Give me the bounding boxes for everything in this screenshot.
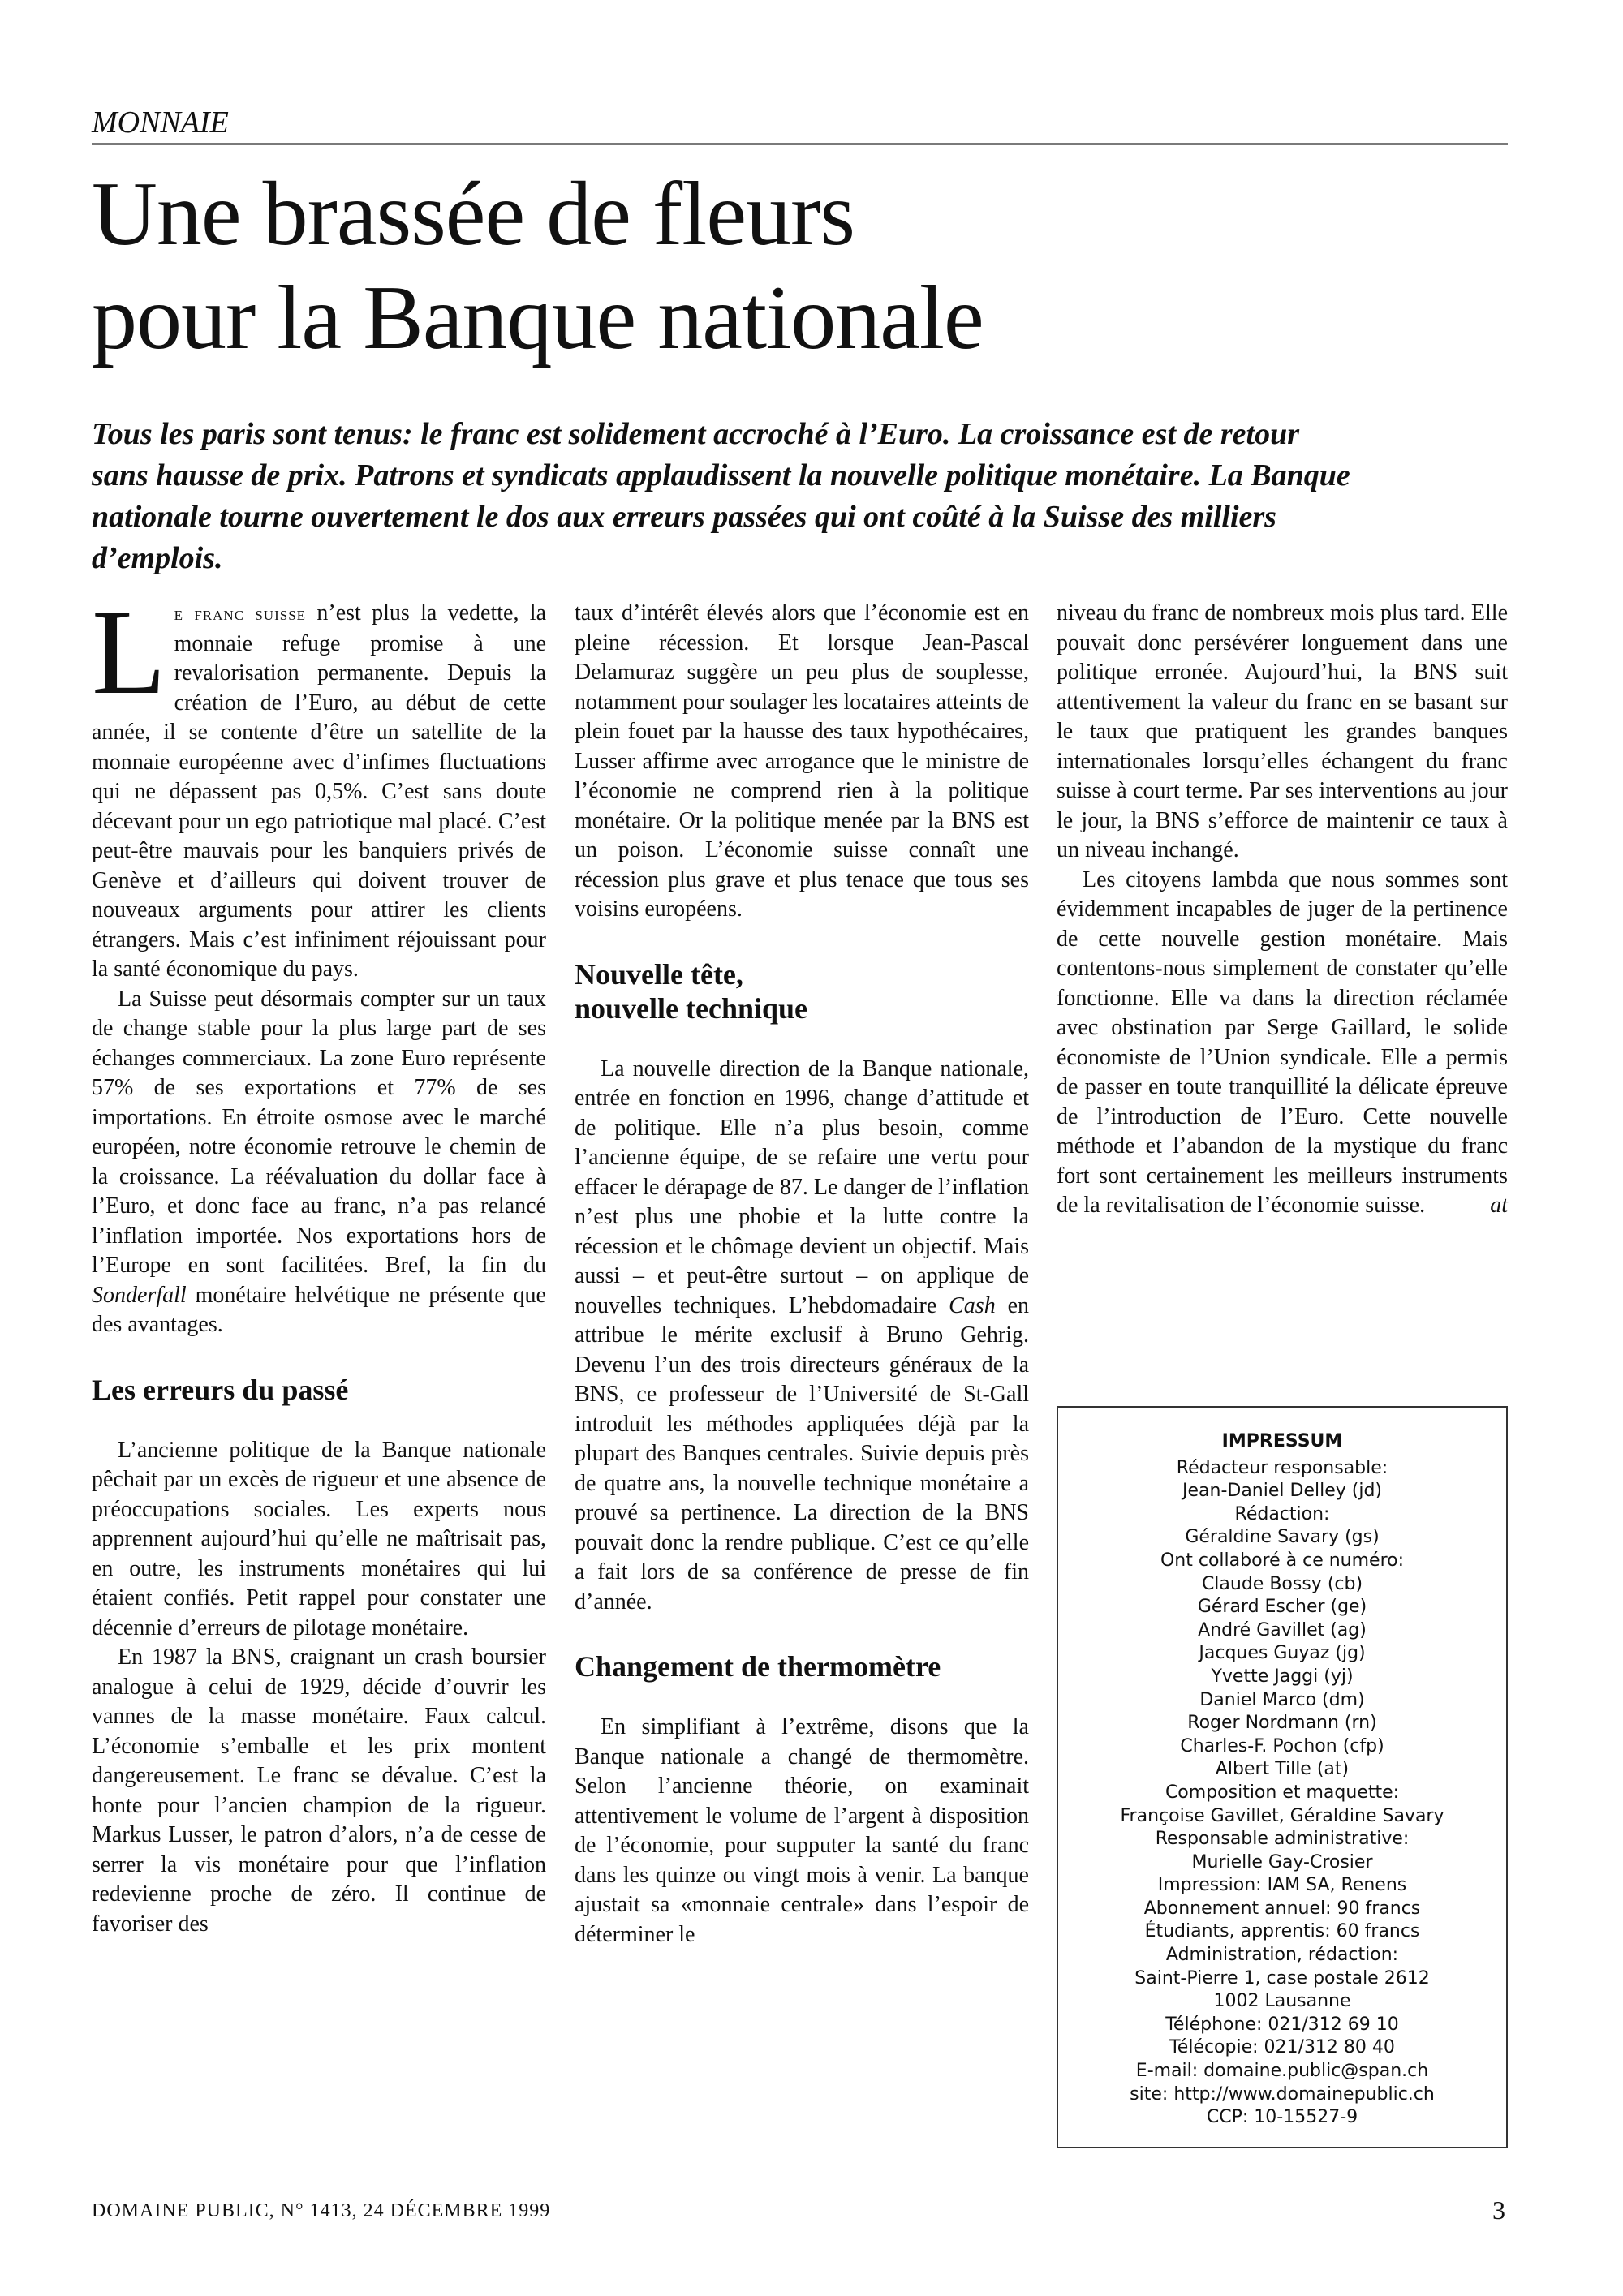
paragraph-text: Les citoyens lambda que nous sommes sont évidemment incapables de juger de la pertinence de cette nouvelle gestion monétaire. Mais contentons-nous simplement de constater qu’elle fonctionne. Elle va dans la direction réclamée avec obstination par Serge Gaillard, le solide économiste de l’Union syndicale. Elle a permis de passer en toute tranquillité la délicate épreuve de l’introduction de l’Euro. Cette nouvelle méthode et l’abandon de la mystique du franc fort sont certainement les meilleurs instruments de la revitalisation de l’économie suisse. — [1057, 866, 1508, 1218]
article-column-2 — [575, 599, 1029, 1950]
headline — [92, 162, 1471, 370]
paragraph: niveau du franc de nombreux mois plus tard. Elle pouvait donc persévérer longuement dans une politique erronée. Aujourd’hui, la BNS suit attentivement la valeur du franc en se basant sur le taux que pratiquent les grandes banques internationales lorsqu’elles échangent du franc suisse à court terme. Par ses interventions au jour le jour, la BNS s’efforce de maintenir ce taux à un niveau inchangé. — [1057, 600, 1508, 862]
impressum-line: Roger Nordmann (rn) — [1187, 1713, 1377, 1734]
paragraph: taux d’intérêt élevés alors que l’économie est en pleine récession. Et lorsque Jean-Pascal Delamuraz suggère un peu plus de souplesse, notamment pour soulager les locataires atteints de plein fouet par la hausse des taux hypothécaires, Lusser affirme avec arrogance que le ministre de l’économie ne comprend rien à la politique monétaire. Or la politique menée par la BNS est un poison. L’économie suisse connaît une récession plus grave et plus tenace que tous ses voisins européens. — [575, 600, 1029, 922]
impressum-line: Françoise Gavillet, Géraldine Savary — [1120, 1805, 1444, 1826]
subheading-thermometre: Changement de thermomètre — [575, 1650, 941, 1683]
footer-issue: DOMAINE PUBLIC, N° 1413, 24 DÉCEMBRE 1999 — [92, 2200, 551, 2221]
italic-term: Cash — [949, 1292, 996, 1318]
impressum-line: E-mail: domaine.public@span.ch — [1135, 2061, 1429, 2082]
impressum-box — [1057, 1406, 1508, 2148]
headline-line-1: Une brassée de fleurs — [92, 164, 855, 264]
subheading-line: nouvelle technique — [575, 991, 808, 1025]
headline-line-2: pour la Banque nationale — [92, 268, 984, 368]
impressum-line: Claude Bossy (cb) — [1201, 1573, 1363, 1594]
impressum-line: Jean-Daniel Delley (jd) — [1182, 1481, 1382, 1502]
impressum-line: Albert Tille (at) — [1215, 1759, 1350, 1780]
impressum-line: Jacques Guyaz (jg) — [1199, 1643, 1366, 1664]
paragraph-text: monétaire helvétique ne présente que des avantages. — [92, 1282, 546, 1337]
lead-smallcaps: e franc suisse — [174, 604, 307, 625]
impressum-line: Saint-Pierre 1, case postale 2612 — [1134, 1967, 1430, 1989]
impressum-line: site: http://www.domainepublic.ch — [1130, 2083, 1435, 2105]
drop-cap: L — [92, 585, 166, 720]
lede: Tous les paris sont tenus: le franc est solidement accroché à l’Euro. La croissance est de retour sans hausse de prix. Patrons et syndicats applaudissent la nouvelle politique monétaire. La Banque nationale tourne ouvertement le dos aux erreurs passées qui ont coûté à la Suisse des milliers d’emplois. — [92, 417, 1350, 575]
impressum-line: Ont collaboré à ce numéro: — [1160, 1550, 1405, 1571]
impressum-line: Géraldine Savary (gs) — [1185, 1527, 1380, 1548]
paragraph-text: n’est plus la vedette, la monnaie refuge promise à une revalorisation permanente. Depuis la création de l’Euro, au début de cette année, il se contente d’être un satellite de la monnaie européenne avec d’infimes fluctuations qui ne dépassent pas 0,5%. C’est sans doute décevant pour un ego patriotique mal placé. C’est peut-être mauvais pour les banquiers privés de Genève et d’ailleurs qui doivent trouver de nouveaux arguments pour attirer les clients étrangers. Mais c’est infiniment réjouissant pour la santé économique du pays. — [92, 600, 547, 982]
paragraph-text: en attribue le mérite exclusif à Bruno Gehrig. Devenu l’un des trois directeurs généraux de la BNS, ce professeur de l’Université de St-Gall introduit les méthodes appliquées déjà par la plupart des Banques centrales. Suivie depuis près de quatre ans, la nouvelle technique monétaire a prouvé sa pertinence. La direction de la BNS pouvait donc la rendre publique. C’est ce qu’elle a fait lors de sa conférence de presse de fin d’année. — [575, 1292, 1030, 1615]
paragraph: En 1987 la BNS, craignant un crash boursier analogue à celui de 1929, décide d’ouvrir les vannes de la masse monétaire. Faux calcul. L’économie s’emballe et les prix montent dangereusement. Le franc se dévalue. C’est la honte pour l’ancien champion de la rigueur. Markus Lusser, le patron d’alors, n’a de cesse de serrer la vis monétaire pour que l’inflation redevienne proche de zéro. Il continue de favoriser des — [92, 1645, 546, 1937]
impressum-line: Yvette Jaggi (yj) — [1211, 1666, 1354, 1687]
impressum-line: Téléphone: 021/312 69 10 — [1165, 2014, 1399, 2035]
italic-term: Sonderfall — [92, 1282, 187, 1308]
impressum-line: Gérard Escher (ge) — [1197, 1597, 1367, 1618]
impressum-line: 1002 Lausanne — [1213, 1991, 1351, 2012]
paragraph — [92, 985, 546, 1340]
impressum-line: Étudiants, apprentis: 60 francs — [1144, 1921, 1420, 1942]
impressum-line: Administration, rédaction: — [1165, 1945, 1399, 1966]
page-number: 3 — [1492, 2195, 1505, 2225]
impressum-line: André Gavillet (ag) — [1198, 1619, 1367, 1640]
impressum-title: IMPRESSUM — [1221, 1431, 1343, 1451]
impressum-line: Murielle Gay-Crosier — [1191, 1851, 1373, 1872]
article-column-1 — [92, 585, 547, 1939]
impressum-line: Rédaction: — [1234, 1503, 1330, 1524]
impressum-line: Rédacteur responsable: — [1176, 1457, 1388, 1478]
subheading-line: Nouvelle tête, — [575, 957, 743, 991]
impressum-line: Télécopie: 021/312 80 40 — [1169, 2037, 1395, 2058]
paragraph-text: La Suisse peut désormais compter sur un taux de change stable pour la plus large part de ses échanges commerciaux. La zone Euro représente 57% de ses exportations et 77% de ses importations. En étroite osmose avec le marché européen, notre économie retrouve le chemin de la croissance. La réévaluation du dollar face à l’Euro, et donc face au franc, n’a pas relancé l’inflation importée. Nos exportations hors de l’Europe en sont facilitées. Bref, la fin du — [92, 986, 546, 1278]
subheading-erreurs: Les erreurs du passé — [92, 1373, 349, 1406]
impressum-line: Charles-F. Pochon (cfp) — [1180, 1735, 1384, 1756]
paragraph: L’ancienne politique de la Banque nationale pêchait par un excès de rigueur et une absence de préoccupations sociales. Les experts nous apprennent aujourd’hui qu’elle ne maîtrisait pas, en outre, les instruments monétaires qui lui étaient confiés. Petit rappel pour constater une décennie d’erreurs de pilotage monétaire. — [92, 1437, 546, 1640]
impressum-line: Daniel Marco (dm) — [1199, 1689, 1365, 1710]
impressum-lines — [1058, 1457, 1506, 2130]
impressum-line: CCP: 10-15527-9 — [1206, 2107, 1358, 2128]
paragraph — [575, 1055, 1029, 1618]
paragraph: En simplifiant à l’extrême, disons que la Banque nationale a changé de thermomètre. Selon l’ancienne théorie, on examinait attentivement le volume de l’argent à disposition de l’économie, pour supputer la santé du franc dans les quinze ou vingt mois à venir. La banque ajustait sa «monnaie centrale» dans l’espoir de déterminer le — [575, 1714, 1029, 1947]
paragraph — [1057, 866, 1508, 1221]
impressum-line: Impression: IAM SA, Renens — [1157, 1875, 1407, 1896]
impressum-line: Responsable administrative: — [1155, 1829, 1410, 1850]
article-column-3 — [1057, 599, 1508, 1221]
paragraph — [92, 585, 547, 985]
author-signature: at — [1490, 1193, 1508, 1218]
paragraph-text: La nouvelle direction de la Banque nationale, entrée en fonction en 1996, change d’attitude et de politique. Elle n’a plus besoin, comme l’ancienne équipe, de se refaire une vertu pour effacer le dérapage de 87. Le danger de l’inflation n’est plus une phobie et la lutte contre la récession et le chômage devient un objectif. Mais aussi – et peut-être surtout – on applique de nouvelles techniques. L’hebdomadaire — [575, 1056, 1029, 1318]
impressum-line: Composition et maquette: — [1165, 1782, 1400, 1803]
impressum-line: Abonnement annuel: 90 francs — [1143, 1898, 1421, 1919]
section-rubric: MONNAIE — [92, 104, 1508, 145]
subheading-nouvelle-tete — [575, 957, 1029, 1025]
